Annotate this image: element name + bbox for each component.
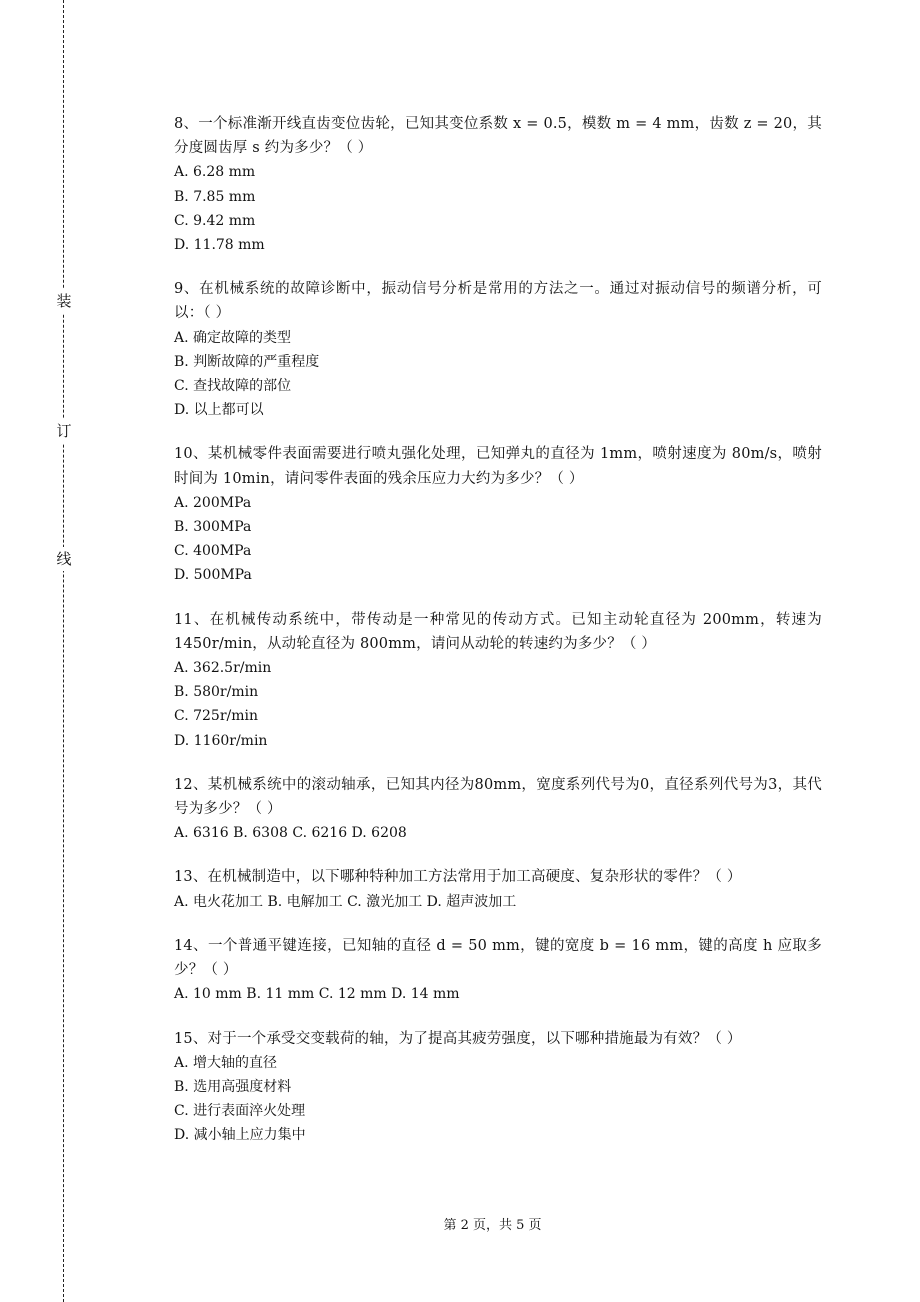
question-12 [174, 773, 822, 846]
binding-char-ding: 订 [52, 419, 76, 443]
option-c: C. 进行表面淬火处理 [174, 1103, 306, 1120]
option-a: A. 362.5r/min [174, 660, 272, 677]
option-a: A. 增大轴的直径 [174, 1054, 278, 1071]
question-15 [174, 1027, 822, 1148]
option-d: D. 11.78 mm [174, 237, 265, 254]
question-8 [174, 112, 822, 257]
page-number: 第 2 页，共 5 页 [443, 1218, 542, 1233]
option-b: B. 选用高强度材料 [174, 1078, 292, 1095]
question-stem: 8、一个标准渐开线直齿变位齿轮，已知其变位系数 x = 0.5，模数 m = 4 mm，齿数 z = 20，其分度圆齿厚 s 约为多少？（ ） [174, 116, 822, 157]
option-b: B. 580r/min [174, 684, 259, 701]
option-b: B. 300MPa [174, 519, 252, 536]
question-9 [174, 277, 822, 422]
question-stem: 13、在机械制造中，以下哪种特种加工方法常用于加工高硬度、复杂形状的零件？（ ） [174, 869, 742, 886]
option-c: C. 400MPa [174, 543, 252, 560]
option-b: B. 7.85 mm [174, 188, 256, 205]
question-stem: 12、某机械系统中的滚动轴承，已知其内径为80mm，宽度系列代号为0，直径系列代号为3，其代号为多少？（ ） [174, 776, 822, 818]
option-d: D. 减小轴上应力集中 [174, 1127, 306, 1144]
option-d: D. 500MPa [174, 567, 252, 584]
option-c: C. 查找故障的部位 [174, 378, 292, 395]
option-a: A. 确定故障的类型 [174, 329, 292, 346]
question-stem: 11、在机械传动系统中，带传动是一种常见的传动方式。已知主动轮直径为 200mm，转速为 1450r/min，从动轮直径为 800mm，请问从动轮的转速约为多少？（ ） [174, 611, 822, 652]
option-c: C. 9.42 mm [174, 212, 256, 229]
question-stem: 9、在机械系统的故障诊断中，振动信号分析是常用的方法之一。通过对振动信号的频谱分析，可以：（ ） [174, 281, 822, 322]
options-inline: A. 电火花加工 B. 电解加工 C. 激光加工 D. 超声波加工 [174, 893, 517, 910]
binding-char-zhuang: 装 [52, 289, 76, 313]
options-inline: A. 6316 B. 6308 C. 6216 D. 6208 [174, 825, 407, 842]
option-a: A. 6.28 mm [174, 164, 256, 181]
question-stem: 10、某机械零件表面需要进行喷丸强化处理，已知弹丸的直径为 1mm，喷射速度为 80m/s，喷射时间为 10min，请问零件表面的残余压应力大约为多少？（ ） [174, 446, 822, 487]
option-c: C. 725r/min [174, 708, 259, 725]
option-d: D. 1160r/min [174, 732, 268, 749]
option-d: D. 以上都可以 [174, 402, 264, 419]
options-inline: A. 10 mm B. 11 mm C. 12 mm D. 14 mm [174, 986, 460, 1003]
option-a: A. 200MPa [174, 494, 252, 511]
question-13 [174, 865, 822, 913]
binding-dashed-line [63, 0, 64, 1302]
question-stem: 15、对于一个承受交变载荷的轴，为了提高其疲劳强度，以下哪种措施最为有效？（ ） [174, 1030, 742, 1047]
option-b: B. 判断故障的严重程度 [174, 353, 320, 370]
question-stem: 14、一个普通平键连接，已知轴的直径 d = 50 mm，键的宽度 b = 16 mm，键的高度 h 应取多少？（ ） [174, 937, 822, 979]
binding-char-xian: 线 [52, 547, 76, 571]
question-14 [174, 934, 822, 1007]
question-11 [174, 608, 822, 753]
question-list [174, 112, 822, 1168]
question-10 [174, 442, 822, 587]
